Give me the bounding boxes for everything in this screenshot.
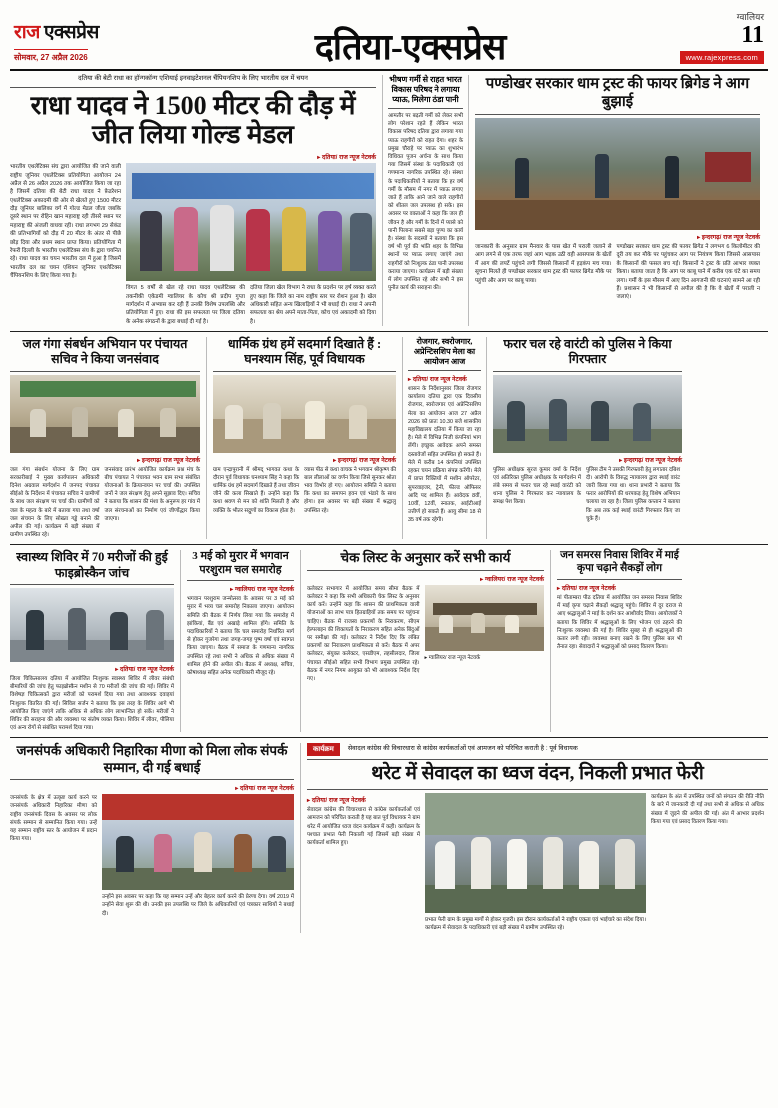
publisher-logo-express: एक्सप्रेस bbox=[44, 22, 99, 43]
story-garmi bbox=[382, 75, 468, 326]
story-dhwaj-paragraph-1: सेवादल कांग्रेस की विचारधारा से कांग्रेस कार्यकर्ताओं एवं आमजन को परिचित कराती है यह बात पूर्व विधायक ने ग्राम थरेट में आयोजित ध्वज वंदन कार्यक्रम में कही। कार्यक्रम के पश्चात प्रभात फेरी निकाली गई जिसमें बड़ी संख्या में कार्यकर्ता शामिल हुए। bbox=[307, 807, 420, 846]
lead-paragraph-3: दतिया जिला खेल विभाग ने राधा के प्रदर्शन पर हर्ष व्यक्त करते हुए कहा कि जिले का नाम राष्ट्रीय स्तर पर रोशन हुआ है। खेल अधिकारी सहित अन्य खिलाड़ियों ने भी बधाई दी। राधा ने अपनी सफलता का श्रेय अपने माता-पिता, कोच एवं अकादमी को दिया है। bbox=[250, 285, 376, 325]
story-dhwaj-headline: थरेट में सेवादल का ध्वज वंदन, निकली प्रभात फेरी bbox=[371, 763, 704, 785]
story-jalganga-byline: ▸ इन्दरगढ़/ राज न्यूज नेटवर्क bbox=[137, 456, 200, 464]
lead-headline: राधा यादव ने 1500 मीटर की दौड़ में जीत लिया गोल्ड मेडल bbox=[30, 90, 356, 149]
story-nihaarika-paragraph-1: जनसंपर्क के क्षेत्र में उत्कृष्ट कार्य करने पर जनसंपर्क अधिकारी निहारिका मीणा को राष्ट्रीय जनसंपर्क दिवस के अवसर पर लोक संपर्क सम्मान से सम्मानित किया गया। उन्हें यह सम्मान राष्ट्रीय स्तर के आयोजन में प्रदान किया गया। bbox=[10, 795, 97, 843]
story-swasthya-photo bbox=[10, 588, 174, 662]
publisher-logo-raj: राज bbox=[14, 22, 45, 43]
page-title: दतिया-एक्सप्रेस bbox=[314, 27, 506, 67]
story-checklist-byline: ▸ ग्वालियर/ राज न्यूज नेटवर्क bbox=[480, 575, 544, 583]
story-parshuram bbox=[180, 550, 300, 732]
publisher-logo bbox=[14, 18, 184, 44]
third-band bbox=[10, 550, 768, 732]
story-parshuram-body: भगवान परशुराम जन्मोत्सव के अवसर पर 3 मई को मुरार में भव्य चल समारोह निकाला जाएगा। आयोजन समिति की बैठक में निर्णय लिया गया कि समारोह में झांकियां, बैंड एवं अखाड़े शामिल होंगे। समिति के पदाधिकारियों ने बताया कि चल समारोह निर्धारित मार्ग से होकर गुजरेगा तथा जगह-जगह पुष्प वर्षा एवं स्वागत किया जाएगा। बैठक में समाज के गणमान्य नागरिक उपस्थित रहे तथा सभी ने अधिक से अधिक संख्या में शामिल होने की अपील की। बैठक में अध्यक्ष, सचिव, कोषाध्यक्ष सहित अनेक पदाधिकारी मौजूद रहे। bbox=[187, 596, 294, 677]
section-divider-1 bbox=[10, 331, 768, 332]
story-dharmik-headline: धार्मिक ग्रंथ हमें सदमार्ग दिखाते हैं : घनश्याम सिंह, पूर्व विधायक bbox=[227, 337, 382, 367]
website-url[interactable]: www.rajexpress.com bbox=[680, 51, 764, 64]
story-pandokhar-paragraph-1: जानकारी के अनुसार ग्राम मैनवार के पास खेत में पराली जलाने से आग लगने से एक तरफ जहां आग भड़क उठी वही आसपास के खेतों में आग की लपटें पहुंचने लगी जिससे किसानों में हड़कंप मच गया। सूचना मिलते ही पण्डोखर सरकार धाम ट्रस्ट की फायर ब्रिगेड मौके पर पहुंची और आग पर काबू पाया। bbox=[475, 244, 612, 284]
story-parshuram-headline: 3 मई को मुरार में भगवान परशुराम चल समारोह bbox=[192, 550, 289, 576]
story-pandokhar-paragraph-2: पण्डोखर सरकार धाम ट्रस्ट की फायर ब्रिगेड ने लगभग 6 किलोमीटर की दूरी तय कर मौके पर पहुंचकर आग पर नियंत्रण किया जिससे आसपास के किसानों की फसल बच गई। किसानों ने ट्रस्ट के प्रति आभार व्यक्त किया। बताया जाता है कि आग पर काबू पाने में करीब एक घंटे का समय लगा। गर्मी के इस मौसम में आए दिन आगजनी की घटनाएं सामने आ रही हैं। प्रशासन ने भी किसानों से अपील की है कि वे खेतों में पराली न जलाएं। bbox=[616, 244, 760, 301]
story-checklist-body: कलेक्टर सभागार में आयोजित समय सीमा बैठक में कलेक्टर ने कहा कि सभी अधिकारी चेक लिस्ट के अनुसार कार्य करें। उन्होंने कहा कि शासन की प्राथमिकता वाली योजनाओं का लाभ पात्र हितग्राहियों तक समय पर पहुंचना चाहिए। बैठक में राजस्व प्रकरणों के निराकरण, सीएम हेल्पलाइन की शिकायतों के निराकरण सहित अनेक बिंदुओं पर समीक्षा की गई। कलेक्टर ने निर्देश दिए कि लंबित प्रकरणों का निराकरण प्राथमिकता से करें। बैठक में अपर कलेक्टर, संयुक्त कलेक्टर, एसडीएम, तहसीलदार, जिला पंचायत सीईओ सहित सभी विभाग प्रमुख उपस्थित रहे। बैठक में नगर निगम आयुक्त को भी आवश्यक निर्देश दिए गए। bbox=[307, 585, 420, 683]
story-dharmik bbox=[206, 337, 402, 539]
masthead-right bbox=[636, 10, 764, 65]
story-dhwaj-paragraph-3: कार्यक्रम के अंत में उपस्थित जनों को संगठन की रीति नीति के बारे में जानकारी दी गई तथा सभी से अधिक से अधिक संख्या में जुड़ने की अपील की गई। अंत में आभार प्रदर्शन किया गया एवं प्रसाद वितरण किया गया। bbox=[651, 794, 764, 825]
second-band bbox=[10, 337, 768, 539]
story-pandokhar bbox=[468, 75, 760, 326]
story-nihaarika-photo bbox=[102, 794, 294, 890]
story-jansamras-headline: जन समरस निवास शिविर में माई कृपा चढ़ाने सैकड़ों लोग bbox=[560, 550, 679, 575]
publication-date: सोमवार, 27 अप्रैल 2026 bbox=[14, 49, 88, 63]
story-swasthya-byline: ▸ दतिया/ राज न्यूज नेटवर्क bbox=[115, 665, 174, 673]
section-divider-2 bbox=[10, 544, 768, 545]
section-divider-3 bbox=[10, 737, 768, 738]
story-garmi-body: आमतौर पर बढ़ती गर्मी को लेकर सभी लोग परेशान रहते हैं लेकिन भारत विकास परिषद दतिया द्वारा लगाया गया प्याऊ राहगीरों को राहत देगा। शहर के प्रमुख चौराहे पर प्याऊ का शुभारंभ विधिवत पूजन अर्चना के साथ किया गया जिसमें संस्था के पदाधिकारी एवं गणमान्य नागरिक उपस्थित रहे। संस्था के पदाधिकारियों ने बताया कि हर वर्ष गर्मी के मौसम में नगर में प्याऊ लगाए जाते हैं ताकि आने जाने वाले राहगीरों को शीतल जल उपलब्ध हो सके। इस अवसर पर वक्ताओं ने कहा कि जल ही जीवन है और गर्मी के दिनों में प्यासे को पानी पिलाना सबसे बड़ा पुण्य का कार्य है। संस्था के सदस्यों ने बताया कि इस वर्ष भी पूर्व की भांति शहर के विभिन्न स्थानों पर प्याऊ लगाए जाएंगे तथा राहगीरों को निःशुल्क ठंडा पानी उपलब्ध कराया जाएगा। कार्यक्रम में बड़ी संख्या में लोग उपस्थित रहे और सभी ने इस पुनीत कार्य की सराहना की। bbox=[388, 113, 463, 292]
story-farar-paragraph-2: पुलिस टीम ने उसकी गिरफ्तारी हेतु लगातार दबिश दी। आरोपी के विरुद्ध न्यायालय द्वारा स्थाई वारंट जारी किया गया था। थाना प्रभारी ने बताया कि फरार आरोपियों की धरपकड़ हेतु विशेष अभियान चलाया जा रहा है। जिला पुलिस कप्तान ने बताया कि अब तक कई स्थाई वारंटी गिरफ्तार किए जा चुके हैं। bbox=[586, 466, 681, 522]
story-jansamras-byline: ▸ दतिया/ राज न्यूज नेटवर्क bbox=[557, 584, 616, 592]
story-farar-paragraph-1: पुलिस अधीक्षक सूरज कुमार वर्मा के निर्देश एवं अतिरिक्त पुलिस अधीक्षक के मार्गदर्शन में लंबे समय से फरार चल रहे स्थाई वारंटी को थाना पुलिस ने गिरफ्तार कर न्यायालय के समक्ष पेश किया। bbox=[493, 466, 581, 506]
story-parshuram-byline: ▸ ग्वालियर/ राज न्यूज नेटवर्क bbox=[230, 586, 294, 594]
story-dharmik-byline: ▸ इन्दरगढ़/ राज न्यूज नेटवर्क bbox=[333, 456, 396, 464]
masthead-left bbox=[14, 18, 184, 65]
lead-body-row bbox=[10, 163, 376, 326]
lead-photo bbox=[126, 163, 376, 281]
story-dhwaj bbox=[300, 743, 768, 932]
story-swasthya-body: जिला चिकित्सालय दतिया में आयोजित निःशुल्क स्वास्थ्य शिविर में लीवर संबंधी बीमारियों की जांच हेतु फाइब्रोस्कैन मशीन से 70 मरीजों की जांच की गई। शिविर में विशेषज्ञ चिकित्सकों द्वारा मरीजों को परामर्श दिया गया तथा आवश्यक दवाइयां निःशुल्क वितरित की गईं। सिविल सर्जन ने बताया कि इस तरह के शिविर आगे भी आयोजित किए जाएंगे ताकि अधिक से अधिक लोग लाभान्वित हो सकें। मरीजों ने शिविर की सराहना की और व्यवस्था पर संतोष व्यक्त किया। शिविर में लीवर, पीलिया एवं अन्य रोगों से संबंधित परामर्श दिया गया। bbox=[10, 675, 174, 732]
story-rojgar-body: शासन के निर्देशानुसार जिला रोजगार कार्यालय दतिया द्वारा एक दिवसीय रोजगार, स्वरोजगार एवं अप्रेन्टिसशिप मेला का आयोजन आज 27 अप्रैल 2026 को प्रातः 10.30 बजे शासकीय महाविद्यालय दतिया में किया जा रहा है। मेले में विभिन्न निजी कंपनियां भाग लेंगी। इच्छुक आवेदक अपने समस्त दस्तावेजों सहित उपस्थित हो सकते हैं। मेले में करीब 14 कंपनियां उपस्थित रहकर चयन प्रक्रिया संपन्न करेंगी। मेले में प्राप्त रिक्तियों में मशीन ऑपरेटर, सुपरवाइजर, ट्रेनी, फील्ड ऑफिसर आदि पद शामिल हैं। आवेदक 8वीं, 10वीं, 12वीं, स्नातक, आईटीआई उत्तीर्ण हो सकते हैं। आयु सीमा 18 से 35 वर्ष तक रहेगी। bbox=[408, 386, 481, 524]
story-dharmik-paragraph-2: व्यास पीठ से कथा वाचक ने भगवान श्रीकृष्ण की बाल लीलाओं का वर्णन किया जिसे सुनकर श्रोता भाव विभोर हो गए। आयोजन समिति ने बताया कि कथा का समापन हवन एवं भंडारे के साथ होगा। इस अवसर पर बड़ी संख्या में श्रद्धालु उपस्थित रहे। bbox=[304, 466, 397, 514]
masthead-center bbox=[184, 29, 636, 65]
story-dhwaj-paragraph-2: प्रभात फेरी ग्राम के प्रमुख मार्गों से होकर गुजरी। इस दौरान कार्यकर्ताओं ने राष्ट्रीय एकता एवं भाईचारे का संदेश दिया। कार्यक्रम में सेवादल के पदाधिकारी एवं बड़ी संख्या में ग्रामीण उपस्थित रहे। bbox=[425, 917, 646, 932]
story-rojgar bbox=[402, 337, 486, 539]
lead-kicker-rule bbox=[10, 87, 376, 88]
story-dhwaj-tag: कार्यक्रम bbox=[307, 743, 340, 756]
story-checklist-caption: ▸ ग्वालियर/ राज न्यूज नेटवर्क bbox=[424, 654, 481, 661]
masthead bbox=[10, 8, 768, 65]
story-nihaarika bbox=[10, 743, 300, 932]
story-nihaarika-byline: ▸ दतिया/ राज न्यूज नेटवर्क bbox=[235, 785, 294, 793]
story-rojgar-byline: ▸ दतिया/ राज न्यूज नेटवर्क bbox=[408, 376, 467, 384]
story-jalganga bbox=[10, 337, 206, 539]
story-rojgar-headline: रोजगार, स्वरोजगार, अप्रेन्टिसशिप मेला का आयोजन आज bbox=[413, 337, 476, 367]
story-dhwaj-subhead: सेवादल कांग्रेस की विचारधारा से कांग्रेस कार्यकर्ताओं एवं आमजन को परिचित कराती है : पूर्व विधायक bbox=[347, 745, 578, 753]
top-section bbox=[10, 75, 768, 326]
story-checklist-headline: चेक लिस्ट के अनुसार करें सभी कार्य bbox=[340, 550, 511, 566]
story-dhwaj-photo bbox=[425, 793, 646, 913]
story-jalganga-paragraph-1: जल गंगा संबर्धन योजना के लिए ग्राम सरकारीबाई ने मुख्य कार्यपालन अधिकारी दिनेश अग्रवाल मार्गदर्शन में जनपद पंचायत सीईओ के निर्देशन में पंचायत सचिव ने ग्रामीणों के साथ जल संरक्षण पर चर्चा की। ग्रामीणों को जल के महत्व के बारे में बताया गया तथा वर्षा जल संचयन के लिए सोख्ता गड्ढे बनाने की अपील की गई। कार्यक्रम में बड़ी संख्या में ग्रामीण उपस्थित रहे। bbox=[10, 466, 100, 539]
story-jalganga-headline: जल गंगा संबर्धन अभियान पर पंचायत सचिव ने किया जनसंवाद bbox=[22, 337, 188, 367]
lead-paragraph-2: विगत 5 वर्षों से खेल रहे राधा यादव एथलेटिक्स की तकनीकी एकेडमी ग्वालियर के कोच श्री प्रदीप गुप्ता मार्गदर्शन में अभ्यास कर रही हैं उनकी विशेष उपलब्धि और प्रतियोगिता में हुए। राधा की इस सफलता पर जिला दतिया के अनेक संगठनों के द्वारा बधाई दी गई है। bbox=[126, 285, 245, 325]
lead-byline: ▸ दतिया/ राज न्यूज नेटवर्क bbox=[317, 154, 376, 162]
story-jansamras bbox=[550, 550, 682, 732]
edition-city: ग्वालियर bbox=[736, 12, 764, 22]
story-checklist-photo bbox=[425, 585, 544, 651]
story-nihaarika-headline: जनसंपर्क अधिकारी निहारिका मीणा को मिला लोक संपर्क सम्मान, दी गई बधाई bbox=[16, 743, 288, 775]
story-dhwaj-byline: ▸ दतिया/ राज न्यूज नेटवर्क bbox=[307, 797, 366, 805]
story-jansamras-body: मां पीताम्बरा पीठ दतिया में आयोजित जन समरस निवास शिविर में माई कृपा चढ़ाने सैकड़ों श्रद्धालु पहुंचे। शिविर में दूर दराज से आए श्रद्धालुओं ने माई के दर्शन कर आशीर्वाद लिया। आयोजकों ने बताया कि शिविर में श्रद्धालुओं के लिए भोजन एवं ठहरने की निःशुल्क व्यवस्था की गई है। शिविर सुबह से ही श्रद्धालुओं की कतार लगी रही। व्यवस्था बनाए रखने के लिए पुलिस बल भी तैनात रहा। सेवादारों ने श्रद्धालुओं को प्रसाद वितरण किया। bbox=[557, 594, 682, 651]
bottom-band bbox=[10, 743, 768, 932]
lead-paragraph-1: भारतीय एथलेटिक्स संघ द्वारा आयोजित की जाने वाली राष्ट्रीय जूनियर एथलेटिक्स प्रतियोगिता आयोजन 24 अप्रैल से 26 अप्रैल 2026 तक आयोजित किया जा रहा है जिसमें दतिया की बेटी राधा यादव ने फ़ेडरेशन एथलेटिक्स अकादमी की ओर से खेलते हुए 1500 मीटर दौड़ जूनियर बालिका वर्ग में गोल्ड मेडल जीता जबकि दूसरे स्थान पर रोहिन खान महाराष्ट्र रही तीसरे स्थान पर महाराष्ट्र की अंजली वाधवा रही। राधा लगभग 29 सेकंड की प्रतिभागियों को दौड़ में 20 मीटर के अंतर से पीछे छोड़ दिया और प्रथम स्थान प्राप्त किया। प्रतियोगिता में रेफरी दिल्ली के भारतीय एथलेटिक्स संघ के द्वारा चयनित रहे। राधा यादव का चयन भारतीय दल में हुआ है जिसमें भारतीय दल का चयन एशियन जूनियर एथलेटिक्स चैंपियनशिप के लिए किया गया है। bbox=[10, 164, 121, 280]
masthead-divider bbox=[10, 69, 768, 71]
lead-story bbox=[10, 75, 382, 326]
story-garmi-headline: भीषण गर्मी से राहत भारत विकास परिषद ने लगाया प्याऊ, मिलेगा ठंडा पानी bbox=[389, 75, 462, 104]
story-checklist bbox=[300, 550, 550, 732]
story-swasthya-headline: स्वास्थ्य शिविर में 70 मरीजों की हुई फाइब्रोस्कैन जांच bbox=[16, 550, 168, 580]
story-jalganga-paragraph-2: जनसंवाद प्रारंभ आयोजित कार्यक्रम प्रश्न मंच के बीच पंचायत ने पंचायत भवन ग्राम सभा संबंधित योजनाओं के क्रियान्वयन पर चर्चा की। उपस्थित जनों ने जल संरक्षण हेतु अपने सुझाव दिए। सचिव ने बताया कि शासन की मंशा के अनुरूप हर गांव में जल संरचनाओं का निर्माण एवं जीर्णोद्धार किया जाएगा। bbox=[104, 466, 200, 522]
lead-kicker: दतिया की बेटी राधा का हॉन्गकॉन्ग एशियाई इनवाइटेशनल चैंपियनशिप के लिए भारतीय दल में चयन bbox=[78, 75, 308, 82]
story-dharmik-paragraph-1: ग्राम एन्द्रापुरानी में श्रीमद् भागवत कथा के दौरान पूर्व विधायक घनश्याम सिंह ने कहा कि धार्मिक ग्रंथ हमें सदमार्ग दिखाते हैं तथा जीवन जीने की कला सिखाते हैं। उन्होंने कहा कि कथा श्रवण से मन को शांति मिलती है और व्यक्ति के भीतर सद्गुणों का विकास होता है। bbox=[213, 466, 300, 514]
story-farar-byline: ▸ इन्दरगढ़/ राज न्यूज नेटवर्क bbox=[619, 456, 682, 464]
story-farar-headline: फरार चल रहे वारंटी को पुलिस ने किया गिरफ्तार bbox=[503, 337, 672, 367]
story-nihaarika-paragraph-2: उन्होंने इस अवसर पर कहा कि यह सम्मान उन्हें और बेहतर कार्य करने की प्रेरणा देगा। वर्ष 2019 में उन्होंने सेवा शुरू की थी। उनकी इस उपलब्धि पर जिले के अधिकारियों एवं पत्रकार साथियों ने बधाई दी। bbox=[102, 894, 294, 917]
story-jalganga-photo bbox=[10, 375, 200, 453]
story-pandokhar-photo bbox=[475, 118, 760, 230]
story-farar-photo bbox=[493, 375, 682, 453]
story-pandokhar-headline: पण्डोखर सरकार धाम ट्रस्ट की फायर ब्रिगेड ने आग बुझाई bbox=[485, 76, 750, 110]
page-number: 11 bbox=[741, 22, 764, 48]
story-farar bbox=[486, 337, 682, 539]
story-dharmik-photo bbox=[213, 375, 396, 453]
story-pandokhar-byline: ▸ इन्दरगढ़/ राज न्यूज नेटवर्क bbox=[697, 234, 760, 241]
story-swasthya bbox=[10, 550, 180, 732]
